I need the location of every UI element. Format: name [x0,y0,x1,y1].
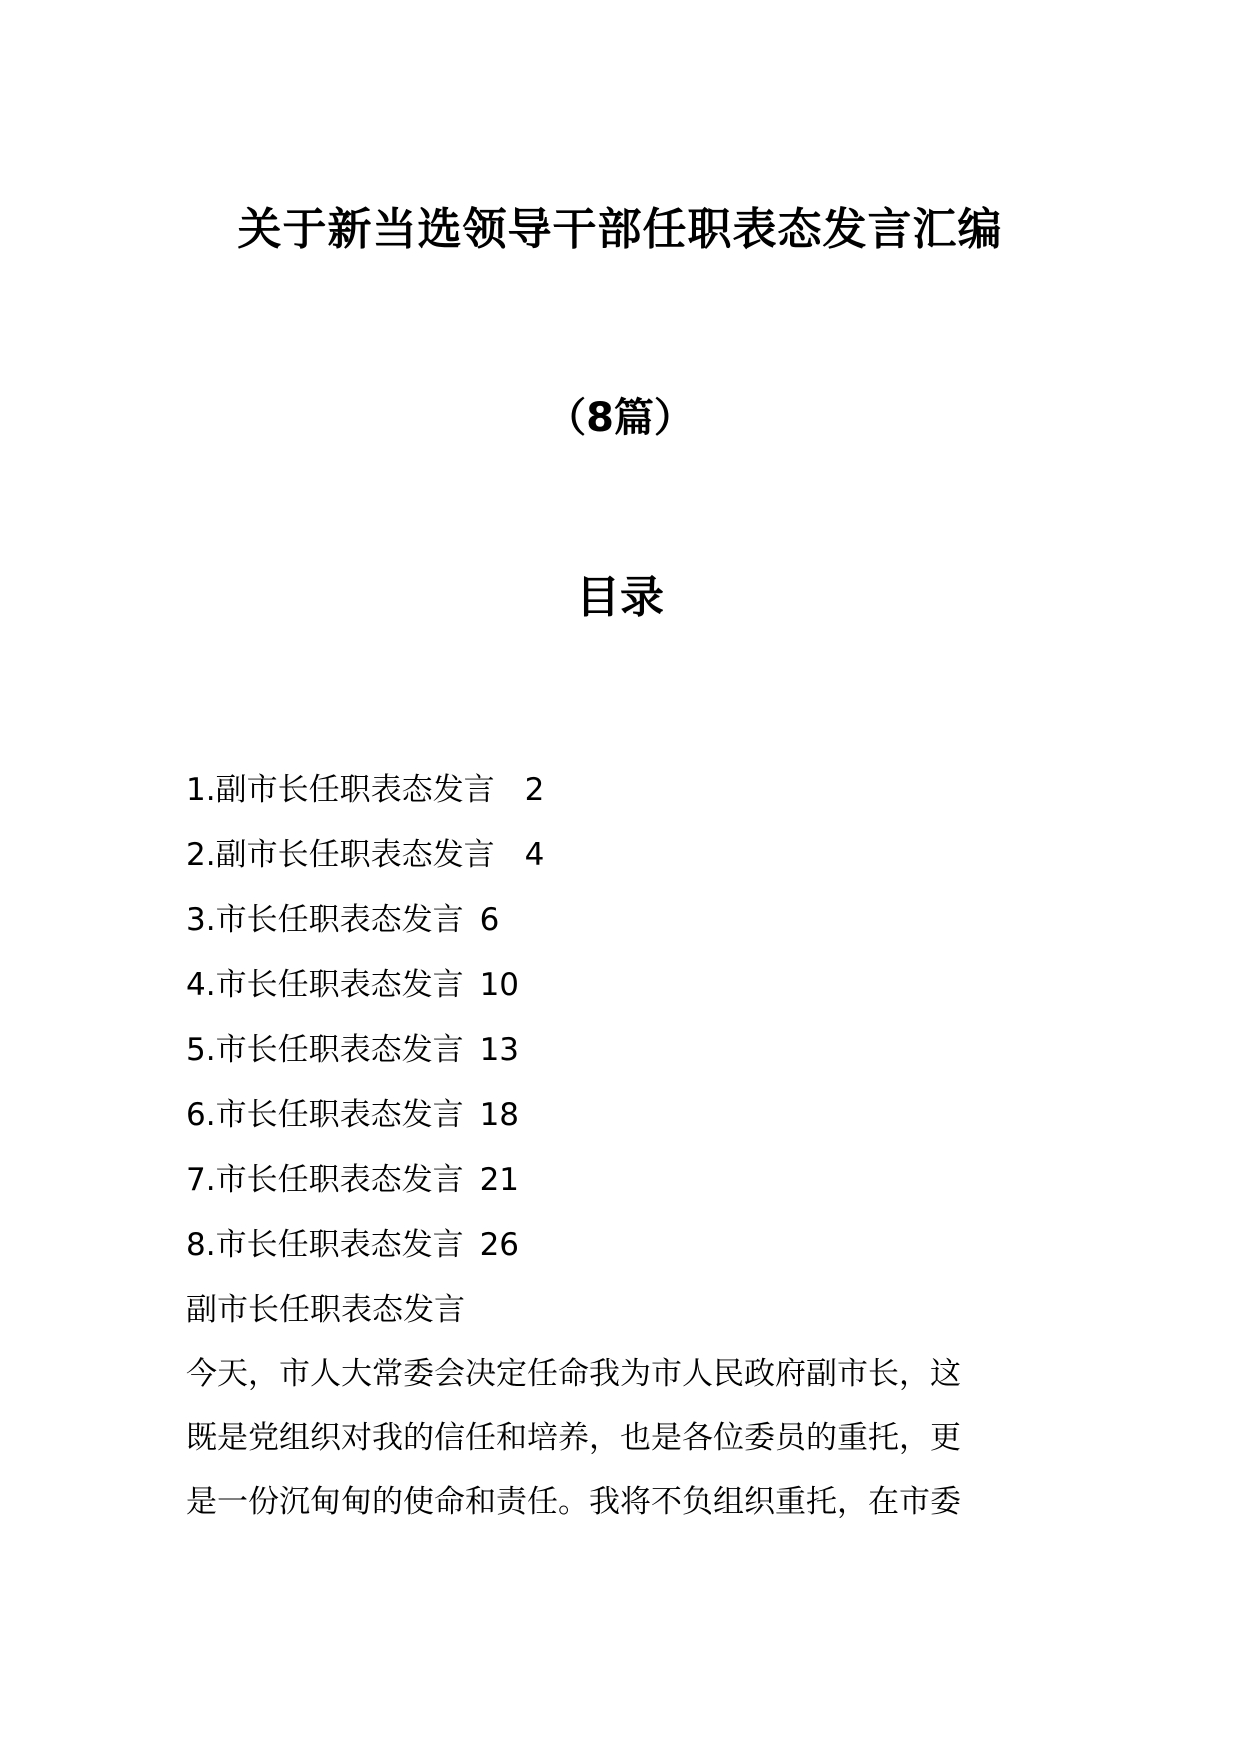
toc-item-label: 市长任职表态发言 [215,1097,464,1133]
body-line: 是一份沉甸甸的使命和责任。我将不负组织重托，在市委 [186,1484,961,1520]
toc-item[interactable] [186,888,544,953]
toc-item-number: 3. [186,902,216,938]
toc-item-label: 市长任职表态发言 [215,1227,464,1263]
toc-item-number: 7. [186,1162,216,1198]
toc-item-label: 市长任职表态发言 [215,1032,464,1068]
body-line: 既是党组织对我的信任和培养，也是各位委员的重托，更 [186,1420,961,1456]
toc-item-page: 13 [479,1032,520,1068]
toc-item-label: 市长任职表态发言 [215,902,464,938]
toc-item[interactable] [186,1213,544,1278]
toc-item-label: 市长任职表态发言 [215,1162,464,1198]
toc-item-number: 5. [186,1032,216,1068]
toc-item-page: 2 [524,772,545,808]
toc-item-page: 26 [479,1227,520,1263]
toc-heading: 目录 [576,572,664,623]
toc-item[interactable] [186,1083,544,1148]
toc-item-label: 副市长任职表态发言 [215,772,495,808]
toc-item-page: 21 [479,1162,520,1198]
table-of-contents [186,758,544,1278]
toc-item-page: 4 [524,837,545,873]
toc-item-number: 4. [186,967,216,1003]
toc-item-page: 10 [479,967,520,1003]
toc-item-label: 市长任职表态发言 [215,967,464,1003]
toc-item[interactable] [186,953,544,1018]
body-line: 今天，市人大常委会决定任命我为市人民政府副市长，这 [186,1356,961,1392]
document-subtitle: （8篇） [546,395,694,441]
body-paragraph [186,1342,1058,1534]
toc-item-label: 副市长任职表态发言 [215,837,495,873]
toc-item[interactable] [186,1018,544,1083]
toc-item-page: 6 [479,902,500,938]
section-title: 副市长任职表态发言 [186,1292,465,1328]
toc-item[interactable] [186,1148,544,1213]
toc-item[interactable] [186,823,544,888]
document-title: 关于新当选领导干部任职表态发言汇编 [237,204,1003,255]
toc-item-number: 8. [186,1227,216,1263]
toc-item-number: 1. [186,772,216,808]
toc-item-number: 2. [186,837,216,873]
toc-item[interactable] [186,758,544,823]
toc-item-page: 18 [479,1097,520,1133]
toc-item-number: 6. [186,1097,216,1133]
